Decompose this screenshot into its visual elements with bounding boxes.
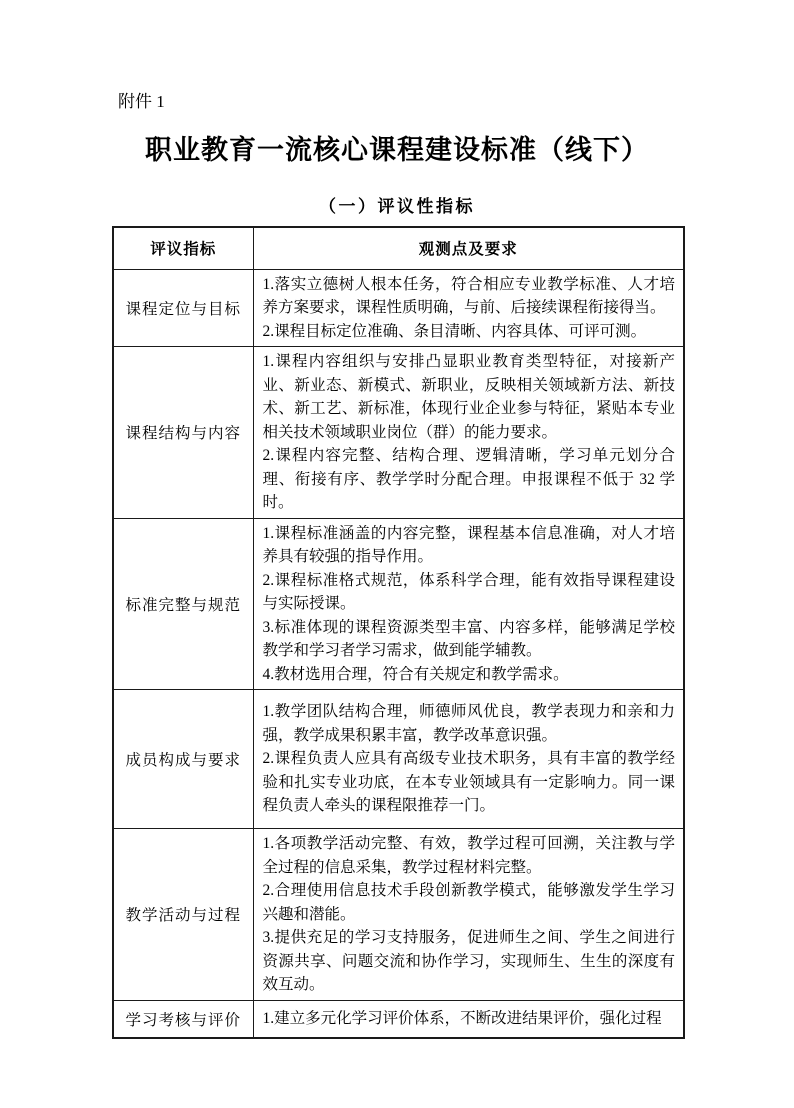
indicator-cell: 成员构成与要求 bbox=[113, 690, 253, 829]
observation-item: 1.课程内容组织与安排凸显职业教育类型特征，对接新产业、新业态、新模式、新职业，反映相关领域新方法、新技术、新工艺、新标准，体现行业企业参与特征，紧贴本专业相关技术领域职业岗位（群）的能力要求。 bbox=[262, 353, 675, 441]
table-row bbox=[113, 1000, 684, 1038]
table-row bbox=[113, 518, 684, 690]
header-cell-indicator: 评议指标 bbox=[113, 227, 253, 269]
observation-cell bbox=[253, 829, 684, 1001]
indicator-cell: 标准完整与规范 bbox=[113, 518, 253, 690]
table-row bbox=[113, 347, 684, 519]
observation-item: 1.各项教学活动完整、有效，教学过程可回溯，关注教与学全过程的信息采集，教学过程材料完整。 bbox=[262, 835, 675, 876]
indicator-cell: 课程定位与目标 bbox=[113, 269, 253, 347]
page-title: 职业教育一流核心课程建设标准（线下） bbox=[145, 135, 649, 165]
observation-item: 1.课程标准涵盖的内容完整，课程基本信息准确，对人才培养具有较强的指导作用。 bbox=[262, 524, 675, 565]
observation-cell bbox=[253, 518, 684, 690]
observation-cell bbox=[253, 1000, 684, 1038]
observation-item: 3.标准体现的课程资源类型丰富、内容多样，能够满足学校教学和学习者学习需求，做到能学辅教。 bbox=[262, 618, 675, 659]
section-title: （一）评议性指标 bbox=[319, 197, 475, 216]
observation-item: 2.合理使用信息技术手段创新教学模式，能够激发学生学习兴趣和潜能。 bbox=[262, 882, 675, 923]
observation-item: 1.落实立德树人根本任务，符合相应专业教学标准、人才培养方案要求，课程性质明确，与前、后接续课程衔接得当。 bbox=[262, 275, 675, 316]
observation-item: 2.课程标准格式规范，体系科学合理，能有效指导课程建设与实际授课。 bbox=[262, 571, 675, 612]
attachment-label: 附件 1 bbox=[118, 92, 165, 111]
observation-cell bbox=[253, 347, 684, 519]
table-header-row bbox=[113, 227, 684, 269]
observation-item: 1.建立多元化学习评价体系，不断改进结果评价，强化过程 bbox=[262, 1010, 662, 1027]
observation-cell bbox=[253, 690, 684, 829]
indicators-table bbox=[112, 226, 685, 1039]
indicator-cell: 学习考核与评价 bbox=[113, 1000, 253, 1038]
table-row bbox=[113, 690, 684, 829]
table-row bbox=[113, 829, 684, 1001]
observation-item: 2.课程目标定位准确、条目清晰、内容具体、可评可测。 bbox=[262, 322, 647, 340]
table-row bbox=[113, 269, 684, 347]
indicator-cell: 课程结构与内容 bbox=[113, 347, 253, 519]
observation-cell bbox=[253, 269, 684, 347]
observation-item: 4.教材选用合理，符合有关规定和教学需求。 bbox=[262, 665, 569, 683]
observation-item: 3.提供充足的学习支持服务，促进师生之间、学生之间进行资源共享、问题交流和协作学习，实现师生、生生的深度有效互动。 bbox=[262, 929, 675, 993]
observation-item: 2.课程内容完整、结构合理、逻辑清晰，学习单元划分合理、衔接有序、教学学时分配合理。申报课程不低于 32 学时。 bbox=[262, 447, 675, 511]
observation-item: 2.课程负责人应具有高级专业技术职务，具有丰富的教学经验和扎实专业功底，在本专业领域具有一定影响力。同一课程负责人牵头的课程限推荐一门。 bbox=[262, 750, 675, 815]
observation-item: 1.教学团队结构合理，师德师风优良，教学表现力和亲和力强，教学成果积累丰富，教学改革意识强。 bbox=[262, 703, 675, 744]
header-cell-observation: 观测点及要求 bbox=[253, 227, 684, 269]
indicator-cell: 教学活动与过程 bbox=[113, 829, 253, 1001]
